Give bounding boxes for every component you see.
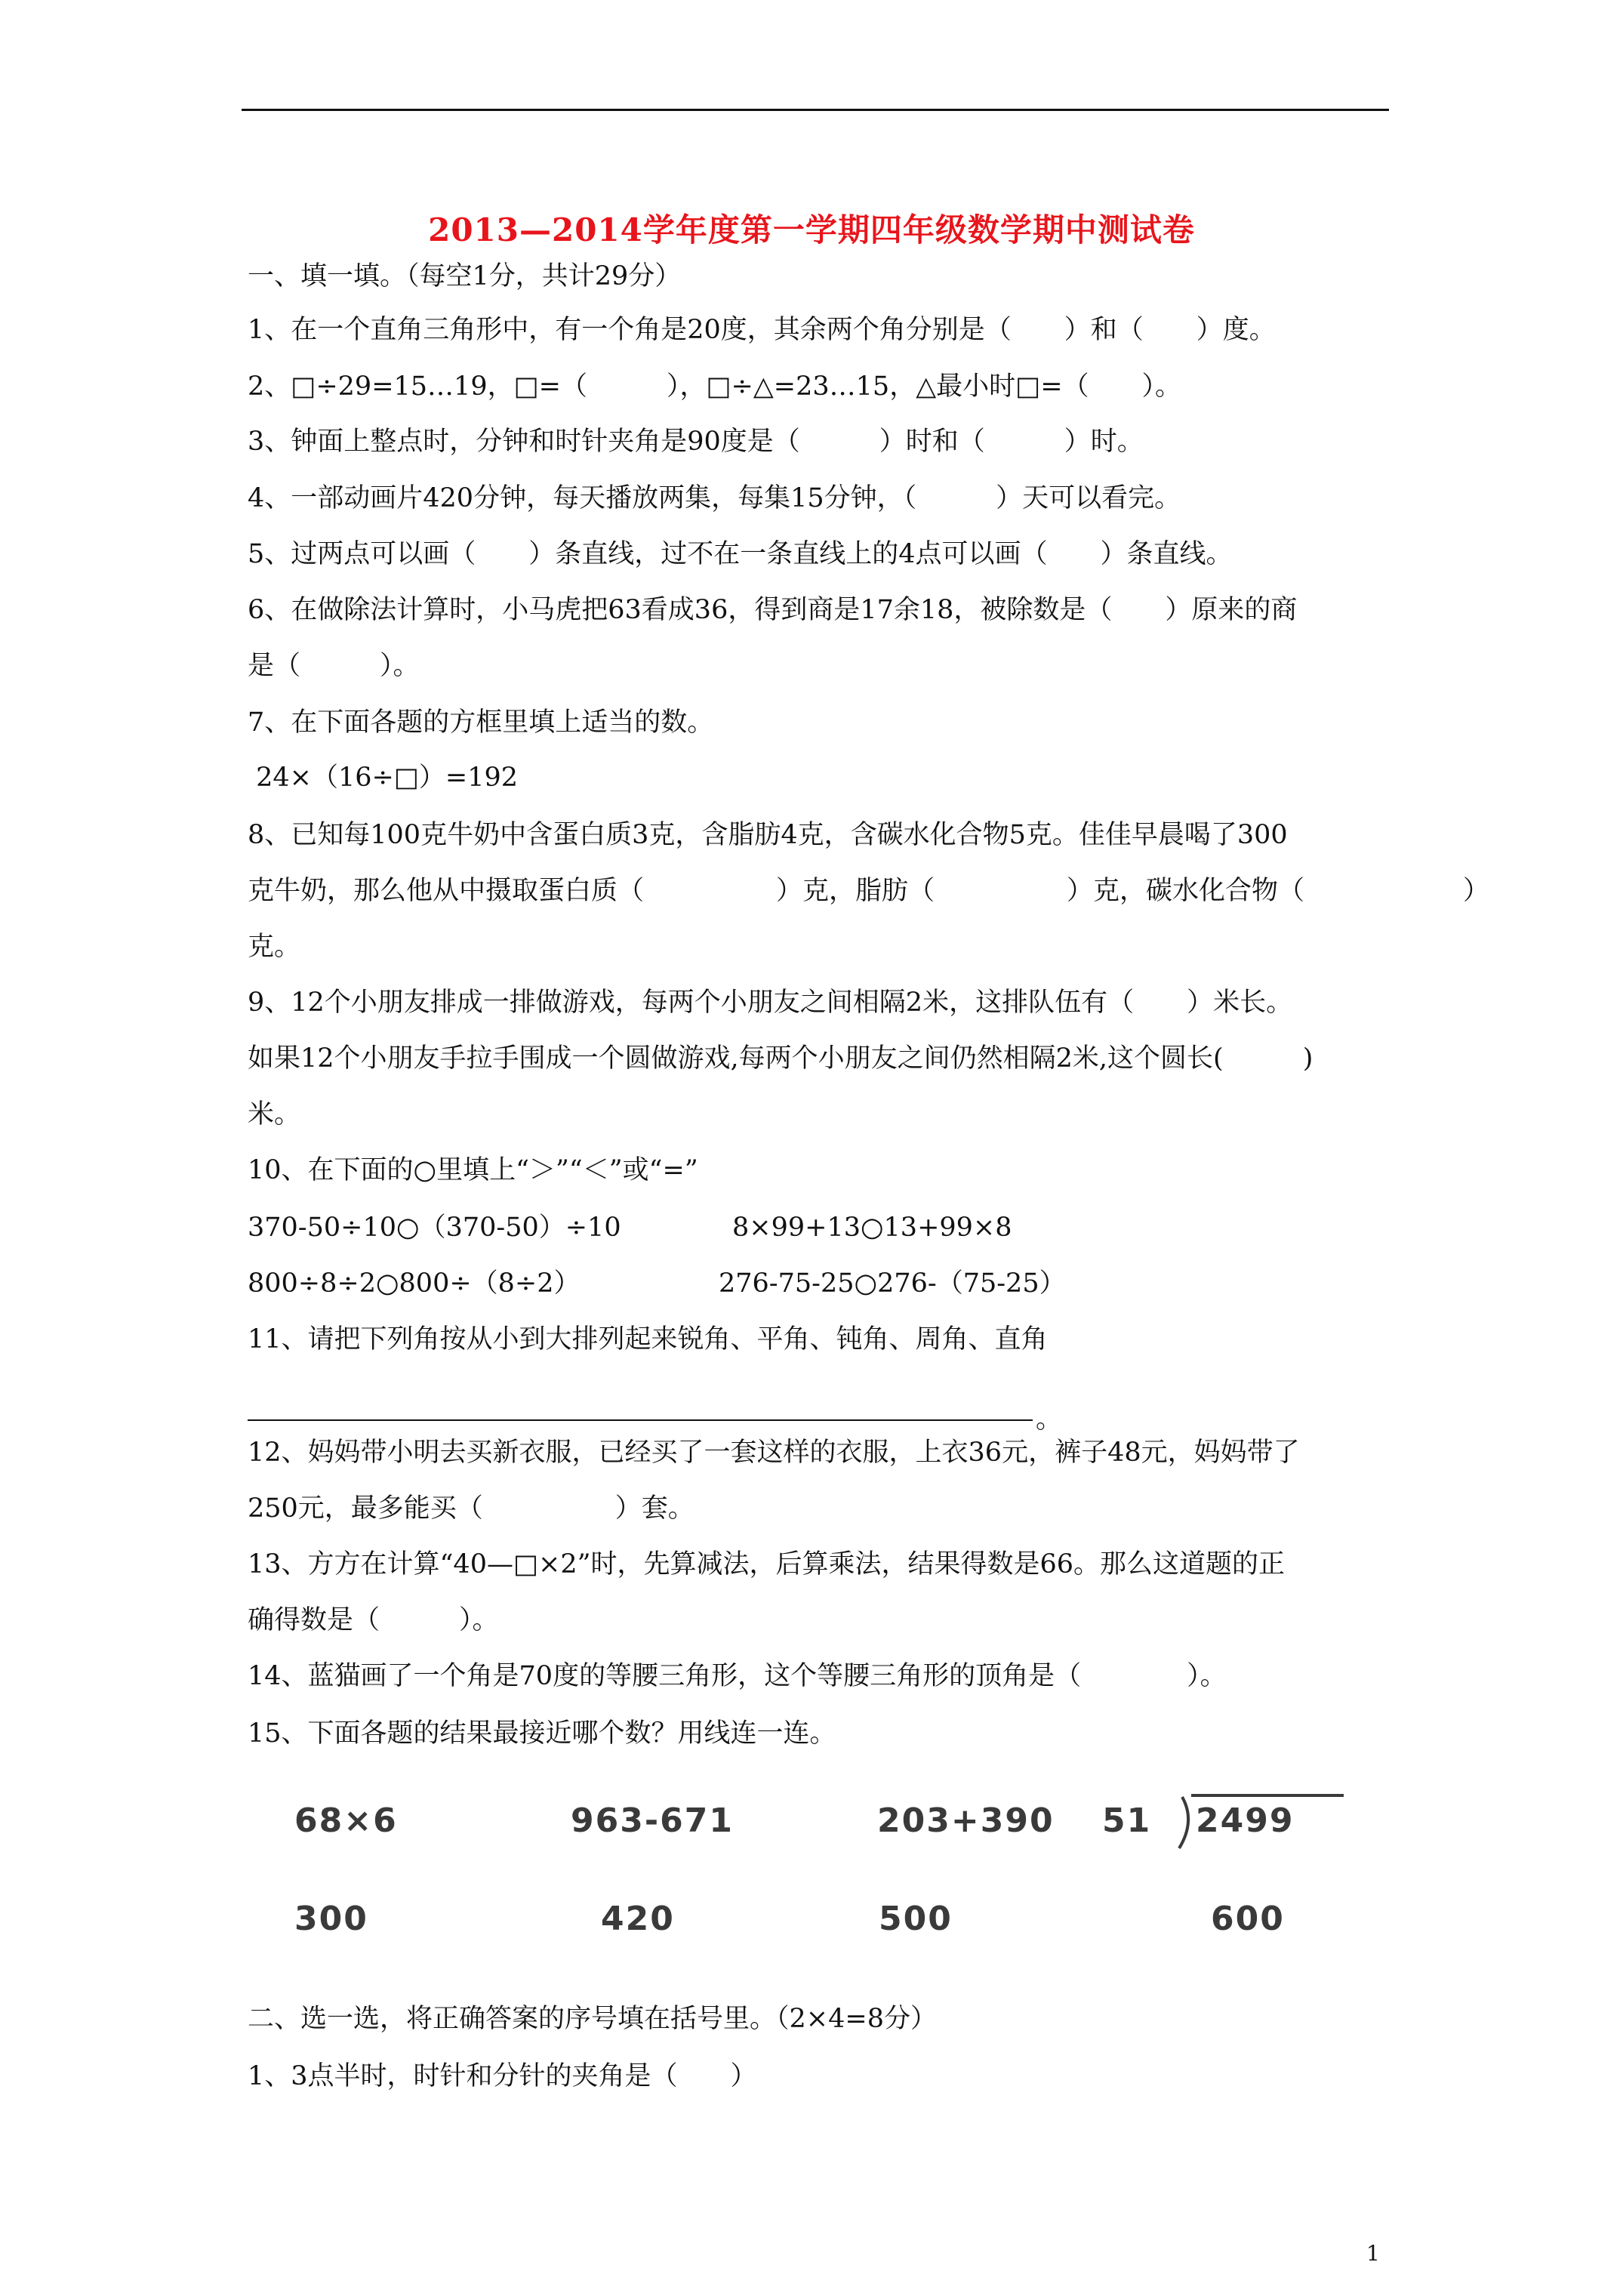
question-line: 15、下面各题的结果最接近哪个数？用线连一连。 [248,1718,836,1749]
answer-blank-line [248,1419,1033,1421]
question-line: 是（ ）。 [248,651,420,681]
compare-row2-right: 276-75-25○276-（75-25） [719,1268,1066,1299]
question-line: 6、在做除法计算时，小马虎把63看成36，得到商是17余18，被除数是（ ）原来的商 [248,595,1298,625]
compare-row2-left: 800÷8÷2○800÷（8÷2） [248,1268,581,1299]
q15-expression: 963-671 [571,1801,734,1840]
question-line: 1、3点半时，时针和分针的夹角是（ ） [248,2061,757,2091]
section2-heading: 二、选一选，将正确答案的序号填在括号里。（2×4=8分） [248,2004,937,2034]
question-line: 克牛奶，那么他从中摄取蛋白质（ ）克，脂肪（ ）克，碳水化合物（ ） [248,876,1490,906]
question-line: 250元，最多能买（ ）套。 [248,1493,694,1524]
question-line: 5、过两点可以画（ ）条直线，过不在一条直线上的4点可以画（ ）条直线。 [248,539,1233,569]
question-line: 8、已知每100克牛奶中含蛋白质3克，含脂肪4克，含碳水化合物5克。佳佳早晨喝了300 [248,820,1288,850]
question-line: 7、在下面各题的方框里填上适当的数。 [248,707,714,738]
section1-heading: 一、填一填。（每空1分，共计29分） [248,261,682,291]
question-line: 4、一部动画片420分钟，每天播放两集，每集15分钟，（ ）天可以看完。 [248,483,1181,513]
q15-option: 500 [879,1900,953,1938]
answer-end-mark: 。 [1036,1404,1063,1435]
question-line: 2、□÷29=15…19，□=（ ），□÷△=23…15，△最小时□=（ ）。 [248,371,1182,402]
question-line: 确得数是（ ）。 [248,1605,499,1635]
question-line: 9、12个小朋友排成一排做游戏，每两个小朋友之间相隔2米，这排队伍有（ ）米长。 [248,988,1293,1018]
question-line: 1、在一个直角三角形中，有一个角是20度，其余两个角分别是（ ）和（ ）度。 [248,315,1276,345]
dividend: 2499 [1196,1801,1295,1840]
question-line: 13、方方在计算“40—□×2”时，先算减法，后算乘法，结果得数是66。那么这道题的正 [248,1549,1286,1579]
question-line: 克。 [248,932,301,962]
q15-option: 300 [294,1900,368,1938]
divisor: 51 [1102,1801,1152,1840]
question-line: 10、在下面的○里填上“＞”“＜”或“=” [248,1155,698,1185]
q15-option: 600 [1211,1900,1285,1938]
question-line: 11、请把下列角按从小到大排列起来锐角、平角、钝角、周角、直角 [248,1324,1048,1354]
question-line: 12、妈妈带小明去买新衣服，已经买了一套这样的衣服，上衣36元，裤子48元，妈妈带了 [248,1438,1300,1468]
long-division [1101,1791,1350,1851]
header-rule [242,109,1389,111]
question-line: 3、钟面上整点时，分钟和时针夹角是90度是（ ）时和（ ）时。 [248,427,1144,457]
compare-row1-right: 8×99+13○13+99×8 [732,1213,1012,1243]
question-line: 24×（16÷□）=192 [248,763,519,793]
question-line: 14、蓝猫画了一个角是70度的等腰三角形，这个等腰三角形的顶角是（ ）。 [248,1661,1227,1691]
question-line: 如果12个小朋友手拉手围成一个圆做游戏,每两个小朋友之间仍然相隔2米,这个圆长( ) [248,1043,1313,1074]
compare-row1-left: 370-50÷10○（370-50）÷10 [248,1213,621,1243]
page-number: 1 [1366,2241,1380,2266]
exam-title: 2013—2014学年度第一学期四年级数学期中测试卷 [428,211,1195,248]
question-line: 米。 [248,1099,301,1130]
q15-expression: 68×6 [294,1801,398,1840]
q15-option: 420 [601,1900,675,1938]
q15-expression: 203+390 [877,1801,1055,1840]
